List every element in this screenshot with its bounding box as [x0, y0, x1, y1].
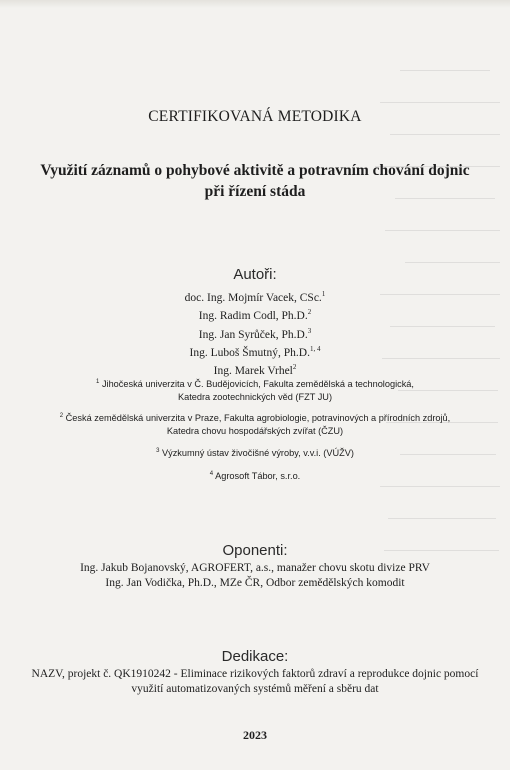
affiliation-4: $^4$ Agrosoft Tábor, s.r.o. — [209, 471, 301, 482]
document-title: CERTIFIKOVANÁ METODIKA — [148, 108, 362, 125]
author-item: Ing. Jan Syrůček, Ph.D.$^3$ — [198, 326, 312, 341]
author-item: doc. Ing. Mojmír Vacek, CSc.$^1$ — [184, 290, 326, 304]
affiliation-1: $^1$ Jihočeská univerzita v Č. Budějovicích, Fakulta zemědělská a technologická, Katedra zootechnických věd (FZT JU) — [96, 379, 414, 402]
subtitle-line: Využití záznamů o pohybové aktivitě a potravním chování dojnic — [40, 162, 470, 179]
dedication-heading: Dedikace: — [221, 648, 289, 665]
affiliation-2: $^2$ Česká zemědělská univerzita v Praze, Fakulta agrobiologie, potravinových a přírodních zdrojů, Katedra chovu hospodářských zvířat (ČZU) — [59, 413, 451, 436]
authors-heading: Autoři: — [233, 266, 277, 283]
author-item: Ing. Radim Codl, Ph.D.$^2$ — [198, 308, 312, 323]
author-item: Ing. Marek Vrhel$^2$ — [213, 363, 297, 378]
opponents-list — [0, 561, 510, 590]
publication-year: 2023 — [243, 728, 267, 742]
document-subtitle — [0, 160, 510, 202]
opponents-heading: Oponenti: — [222, 542, 288, 559]
affiliation-3: $^3$ Výzkumný ústav živočišné výroby, v.v.i. (VÚŽV) — [156, 448, 354, 459]
opponent-item: Ing. Jan Vodička, Ph.D., MZe ČR, Odbor zemědělských komodit — [105, 576, 405, 589]
author-item: Ing. Luboš Šmutný, Ph.D.$^{1, 4}$ — [189, 344, 321, 359]
authors-list — [0, 287, 510, 379]
dedication-text: NAZV, projekt č. QK1910242 - Eliminace rizikových faktorů zdraví a reprodukce dojnic pomocí využití automatizovaných systémů měření a sběru dat — [31, 668, 479, 695]
subtitle-line: při řízení stáda — [204, 183, 306, 200]
page-top-edge — [0, 0, 510, 8]
opponent-item: Ing. Jakub Bojanovský, AGROFERT, a.s., manažer chovu skotu divize PRV — [80, 562, 430, 574]
